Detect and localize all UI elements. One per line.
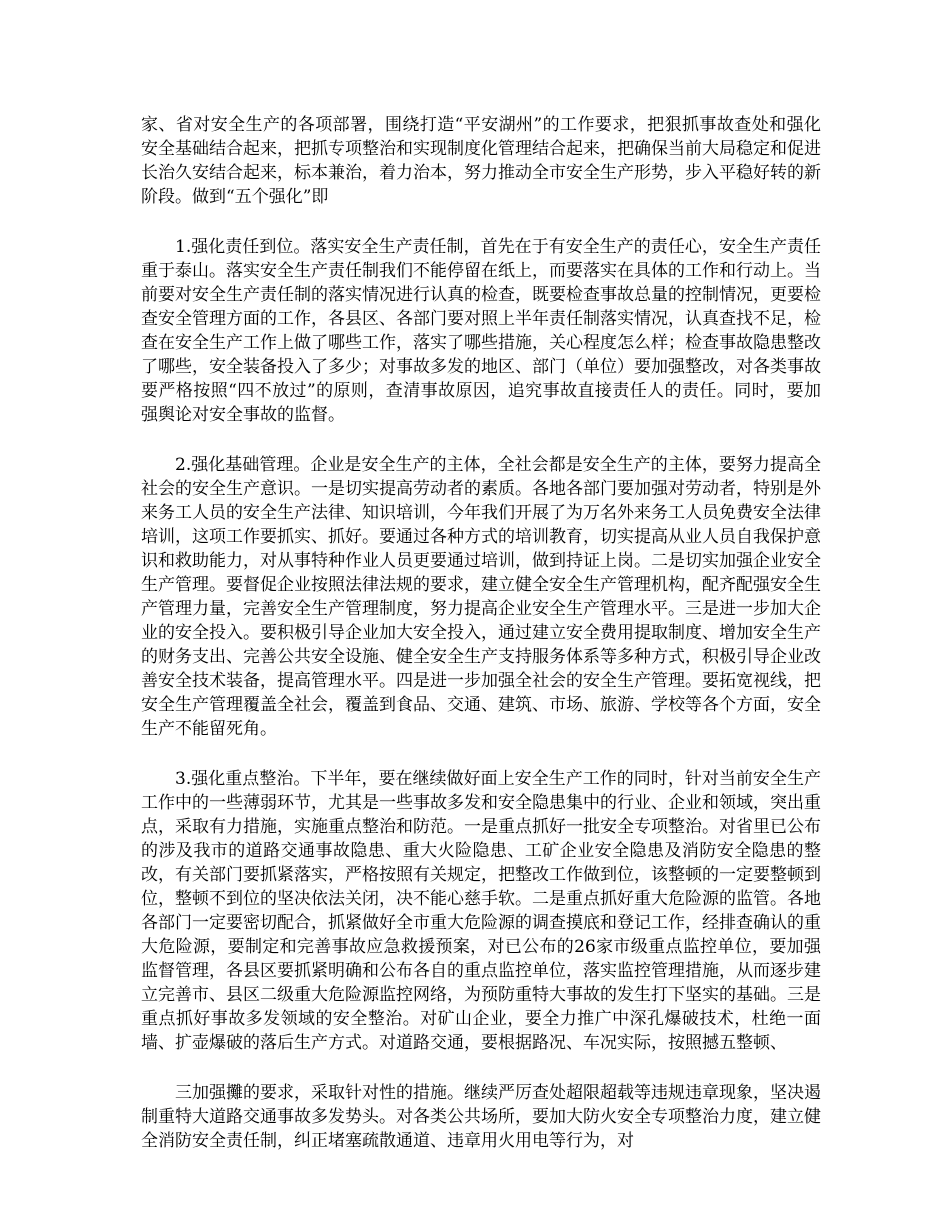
paragraph-gap (141, 209, 821, 235)
document-page (141, 113, 821, 1153)
paragraph-gap (141, 741, 821, 767)
paragraph-gap (141, 427, 821, 453)
paragraph-continuation: 三加强攤的要求，采取针对性的措施。继续严厉查处超限超载等违规违章现象，坚决遏制重特大道路交通事故多发势头。对各类公共场所，要加大防火安全专项整治力度，建立健全消防安全责任制，纠正堵塞疏散通道、违章用火用电等行为，对 (141, 1083, 821, 1151)
paragraph-responsibility: 1.强化责任到位。落实安全生产责任制，首先在于有安全生产的责任心，安全生产责任重于泰山。落实安全生产责任制我们不能停留在纸上，而要落实在具体的工作和行动上。当前要对安全生产责任制的落实情况进行认真的检查，既要检查事故总量的控制情况，更要检查安全管理方面的工作，各县区、各部门要对照上半年责任制落实情况，认真查找不足，检查在安全生产工作上做了哪些工作，落实了哪些措施，关心程度怎么样；检查事故隐患整改了哪些，安全装备投入了多少；对事故多发的地区、部门（单位）要加强整改，对各类事故要严格按照“四不放过”的原则，查清事故原因，追究事故直接责任人的责任。同时，要加强舆论对安全事故的监督。 (141, 237, 821, 425)
paragraph-key-rectification: 3.强化重点整治。下半年，要在继续做好面上安全生产工作的同时，针对当前安全生产工作中的一些薄弱环节，尤其是一些事故多发和安全隐患集中的行业、企业和领域，突出重点，采取有力措施，实施重点整治和防范。一是重点抓好一批安全专项整治。对省里已公布的涉及我市的道路交通事故隐患、重大火险隐患、工矿企业安全隐患及消防安全隐患的整改，有关部门要抓紧落实，严格按照有关规定，把整改工作做到位，该整顿的一定要整顿到位，整顿不到位的坚决依法关闭，决不能心慈手软。二是重点抓好重大危险源的监管。各地各部门一定要密切配合，抓紧做好全市重大危险源的调查摸底和登记工作，经排查确认的重大危险源，要制定和完善事故应急救援预案，对已公布的26家市级重点监控单位，要加强监督管理，各县区要抓紧明确和公布各自的重点监控单位，落实监控管理措施，从而逐步建立完善市、县区二级重大危险源监控网络，为预防重特大事故的发生打下坚实的基础。三是重点抓好事故多发领域的安全整治。对矿山企业，要全力推广中深孔爆破技术，杜绝一面墙、扩壶爆破的落后生产方式。对道路交通，要根据路况、车况实际，按照撼五整顿、 (141, 769, 821, 1053)
paragraph-gap (141, 1055, 821, 1081)
paragraph-intro: 家、省对安全生产的各项部署，围绕打造“平安湖州”的工作要求，把狠抓事故查处和强化安全基础结合起来，把抓专项整治和实现制度化管理结合起来，把确保当前大局稳定和促进长治久安结合起来，标本兼治，着力治本，努力推动全市安全生产形势，步入平稳好转的新阶段。做到“五个强化”即 (141, 115, 821, 207)
paragraph-basic-management: 2.强化基础管理。企业是安全生产的主体，全社会都是安全生产的主体，要努力提高全社会的安全生产意识。一是切实提高劳动者的素质。各地各部门要加强对劳动者，特别是外来务工人员的安全生产法律、知识培训，今年我们开展了为万名外来务工人员免费安全法律培训，这项工作要抓实、抓好。要通过各种方式的培训教育，切实提高从业人员自我保护意识和救助能力，对从事特种作业人员更要通过培训，做到持证上岗。二是切实加强企业安全生产管理。要督促企业按照法律法规的要求，建立健全安全生产管理机构，配齐配强安全生产管理力量，完善安全生产管理制度，努力提高企业安全生产管理水平。三是进一步加大企业的安全投入。要积极引导企业加大安全投入，通过建立安全费用提取制度、增加安全生产的财务支出、完善公共安全设施、健全安全生产支持服务体系等多种方式，积极引导企业改善安全技术装备，提高管理水平。四是进一步加强全社会的安全生产管理。要拓宽视线，把安全生产管理覆盖全社会，覆盖到食品、交通、建筑、市场、旅游、学校等各个方面，安全生产不能留死角。 (141, 455, 821, 739)
